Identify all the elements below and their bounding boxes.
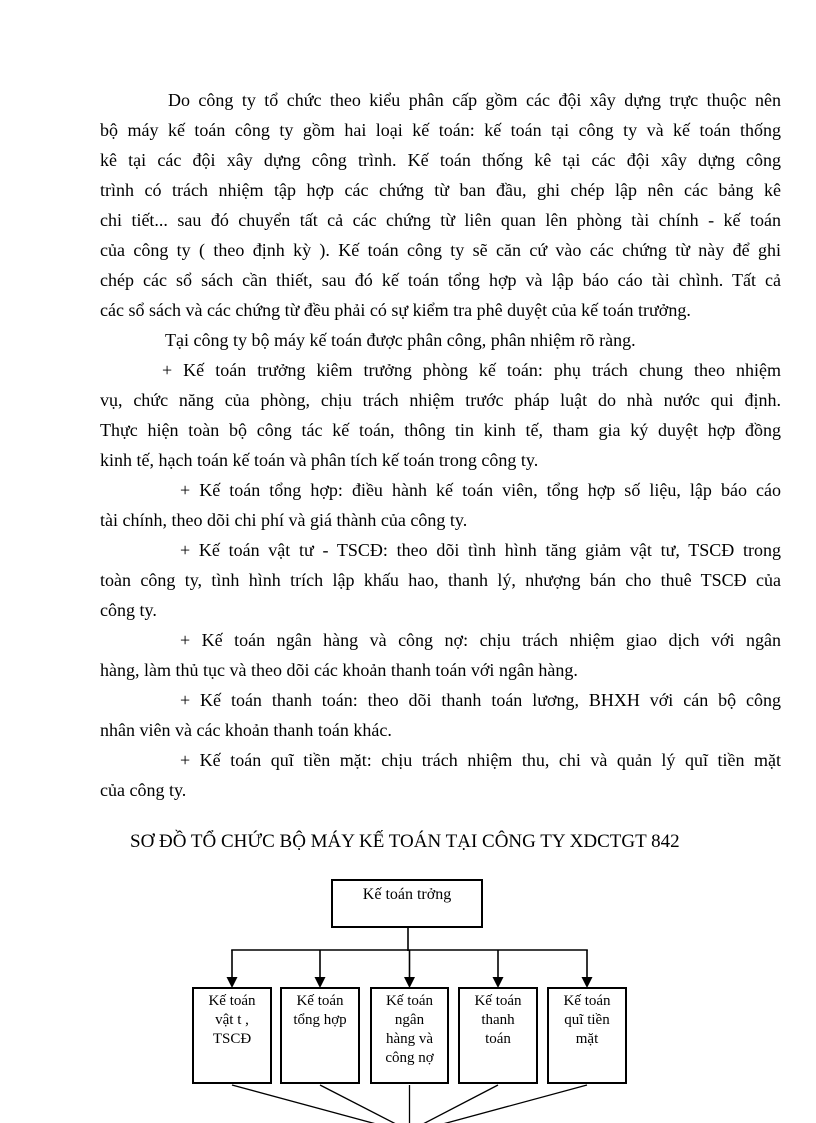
org-box-label-line: toán [485, 1031, 511, 1047]
body-text-line: Tại công ty bộ máy kế toán được phân công, phân nhiệm rõ ràng. [165, 330, 636, 350]
body-text-line: chép các sổ sách cần thiết, sau đó kế toán tổng hợp và lập báo cáo tài chình. Tất cả [100, 270, 781, 290]
org-box-label-line: ngân [394, 1012, 425, 1028]
body-text-line: + Kế toán trưởng kiêm trưởng phòng kế toán: phụ trách chung theo nhiệm [162, 360, 781, 380]
org-box-label-line: Kế toán [563, 993, 611, 1009]
body-text-line: bộ máy kế toán công ty gồm hai loại kế toán: kế toán tại công ty và kế toán thống [100, 120, 781, 140]
body-text-line: Thực hiện toàn bộ công tác kế toán, thông tin kinh tế, tham gia ký duyệt hợp đồng [100, 420, 781, 440]
body-text-line: kê tại các đội xây dựng công trình. Kế toán thống kê tại các đội xây dựng công [100, 150, 781, 170]
body-text-line: + Kế toán ngân hàng và công nợ: chịu trách nhiệm giao dịch với ngân [180, 630, 781, 650]
org-box-label-line: Kế toán [474, 993, 522, 1009]
body-text-line: hàng, làm thủ tục và theo dõi các khoản thanh toán với ngân hàng. [100, 660, 578, 680]
org-box-label-line: Kế toán [208, 993, 256, 1009]
body-text-line: toàn công ty, tình hình trích lập khấu hao, thanh lý, nhượng bán cho thuê TSCĐ của [100, 570, 781, 590]
org-box-dept-3 [370, 987, 449, 1084]
org-box-label-line: vật t , [215, 1012, 249, 1028]
org-box-label-line: thanh [481, 1012, 515, 1028]
org-box-dept-2 [280, 987, 360, 1084]
body-text-line: của công ty. [100, 780, 187, 800]
body-text-line: của công ty ( theo định kỳ ). Kế toán công ty sẽ căn cứ vào các chứng từ này để ghi [100, 240, 781, 260]
body-text-line: + Kế toán tổng hợp: điều hành kế toán viên, tổng hợp số liệu, lập báo cáo [180, 480, 781, 500]
body-text-line: chi tiết... sau đó chuyển tất cả các chứng từ liên quan lên phòng tài chính - kế toán [100, 210, 781, 230]
body-text-line: công ty. [100, 600, 157, 620]
org-box-label-line: quĩ tiền [564, 1012, 610, 1028]
body-text-line: + Kế toán quĩ tiền mặt: chịu trách nhiệm thu, chi và quản lý quĩ tiền mặt [180, 750, 781, 770]
org-box-chief-accountant [331, 879, 483, 928]
org-box-label-line: tổng hợp [293, 1012, 347, 1028]
org-box-chief-label: Kế toán trởng [362, 886, 452, 903]
body-text-line: tài chính, theo dõi chi phí và giá thành của công ty. [100, 510, 468, 530]
body-text-line: trình có trách nhiệm tập hợp các chứng từ ban đầu, ghi chép lập nên các bảng kê [100, 180, 781, 200]
org-box-label-line: Kế toán [385, 993, 434, 1009]
org-box-label-line: mặt [575, 1031, 599, 1047]
body-text-line: + Kế toán vật tư - TSCĐ: theo dõi tình hình tăng giảm vật tư, TSCĐ trong [180, 540, 781, 560]
converging-lines [232, 1085, 587, 1123]
body-text-line: kinh tế, hạch toán kế toán và phân tích kế toán trong công ty. [100, 450, 539, 470]
org-box-label-line: Kế toán [296, 993, 344, 1009]
body-text-line: Do công ty tổ chức theo kiểu phân cấp gồm các đội xây dựng trực thuộc nên [168, 90, 781, 110]
org-box-dept-5 [547, 987, 627, 1084]
org-box-dept-4 [458, 987, 538, 1084]
org-box-label-line: công nợ [385, 1050, 434, 1066]
org-box-dept-1 [192, 987, 272, 1084]
body-text-line: các sổ sách và các chứng từ đều phải có sự kiểm tra phê duyệt của kế toán trưởng. [100, 300, 691, 320]
connector-trunk-lines [231, 927, 588, 979]
section-heading: SƠ ĐỒ TỔ CHỨC BỘ MÁY KẾ TOÁN TẠI CÔNG TY XDCTGT 842 [130, 831, 680, 852]
body-text-line: vụ, chức năng của phòng, chịu trách nhiệm trước pháp luật do nhà nước qui định. [100, 390, 781, 410]
body-text-line: nhân viên và các khoản thanh toán khác. [100, 720, 392, 740]
body-text-line: + Kế toán thanh toán: theo dõi thanh toán lương, BHXH với cán bộ công [180, 690, 781, 710]
org-box-label-line: hàng và [385, 1031, 434, 1047]
org-box-label-line: TSCĐ [212, 1031, 252, 1047]
